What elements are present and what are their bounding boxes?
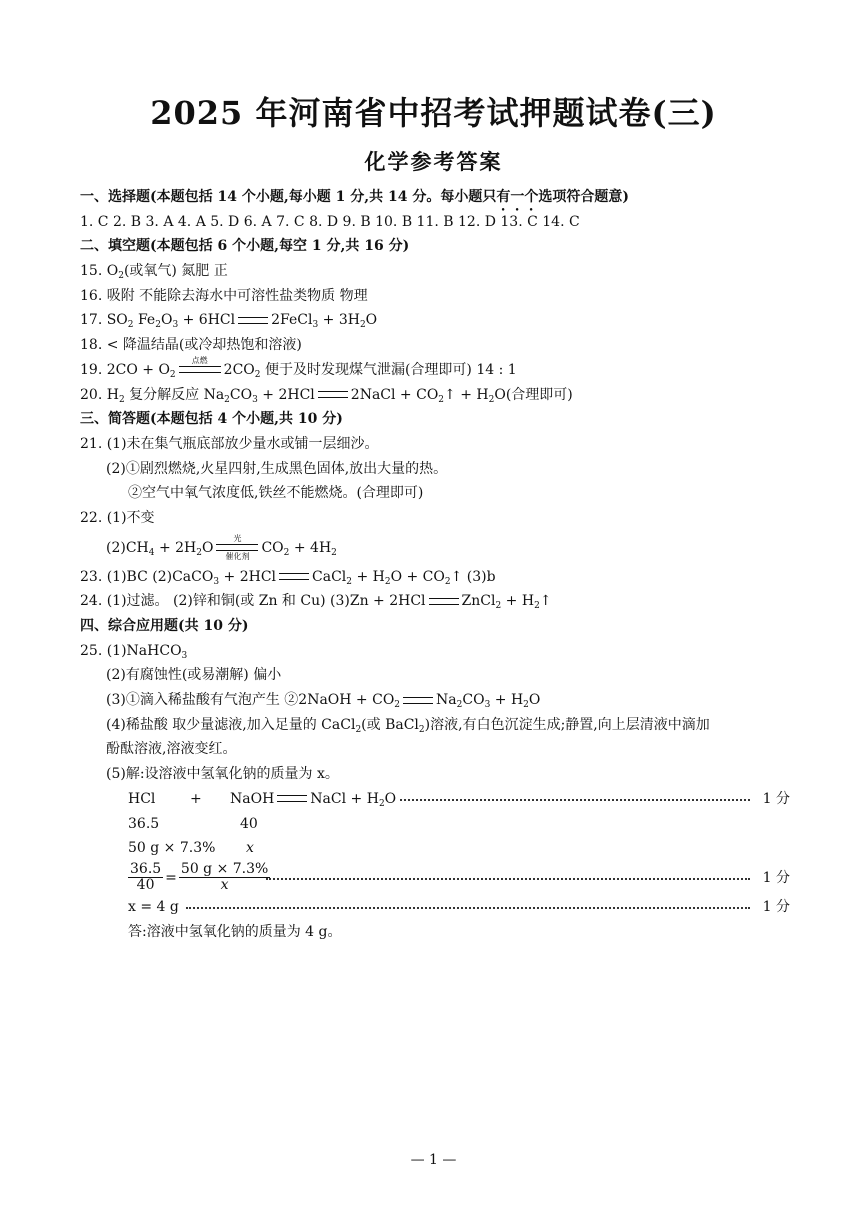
equals-sign [238, 317, 268, 324]
calc-result-row: x = 4 g 1 分 [80, 895, 790, 920]
calc-proportion-row: $\frac{36.5}{40}$ = $\frac{50 g \times 7.3\%}{x}$ 1 分 [130, 861, 790, 894]
reaction-condition: 光 催化剂 [216, 544, 258, 551]
dotted-leader [400, 799, 750, 801]
calc-answer-row: 答:溶液中氢氧化钠的质量为 4 g。 [128, 923, 342, 940]
equals-sign [277, 795, 307, 802]
equals-sign [429, 598, 459, 605]
score-label: 1 分 [762, 869, 790, 886]
answer-21-2a: (2)①剧烈燃烧,火星四射,生成黑色固体,放出大量的热。 [106, 460, 448, 477]
answer-25-3: (3)①滴入稀盐酸有气泡产生 ②2NaOH + $CO_2$ $Na_2CO_3 + H_2O$ [106, 692, 541, 711]
answer-16: 16. 吸附 不能除去海水中可溶性盐类物质 物理 [80, 287, 368, 304]
calc-equation-row: HCl + NaOH NaCl + $H_2O$ 1 分 [80, 787, 790, 812]
section-3-heading: 三、简答题(本题包括 4 个小题,共 10 分) [80, 411, 343, 428]
answer-24: 24. (1)过滤。 (2)锌和铜(或 Zn 和 Cu) (3)Zn + 2HCl ZnCl$_2$ + $H_2↑$ [80, 593, 552, 612]
dotted-leader [186, 907, 750, 909]
answer-25-5: (5)解:设溶液中氢氧化钠的质量为 x。 [106, 766, 339, 783]
answer-21-2b: ②空气中氧气浓度低,铁丝不能燃烧。(合理即可) [128, 485, 424, 502]
equals-sign [279, 573, 309, 580]
section-2-heading: 二、填空题(本题包括 6 个小题,每空 1 分,共 16 分) [80, 238, 410, 255]
page-title: 2025 年河南省中招考试押题试卷(三) [150, 94, 717, 132]
section-1-heading: 一、选择题(本题包括 14 个小题,每小题 1 分,共 14 分。每小题只有一个选项符合题意) [80, 189, 629, 205]
answer-15: 15. $O_2$(或氧气) 氮肥 正 [80, 263, 228, 282]
reaction-condition: 点燃 [179, 366, 221, 373]
fraction: $\frac{50 g \times 7.3\%}{x}$ [180, 861, 269, 894]
section-4-heading: 四、综合应用题(共 10 分) [80, 618, 249, 634]
answer-22-1: 22. (1)不变 [80, 509, 155, 526]
answer-25-1: 25. (1)NaHCO$_3$ [80, 642, 188, 661]
answer-25-4: (4)稀盐酸 取少量滤液,加入足量的 CaCl$_2$(或 BaCl$_2$)溶液,有白色沉淀生成;静置,向上层清液中滴加 [106, 716, 710, 735]
answer-25-4-cont: 酚酞溶液,溶液变红。 [106, 741, 237, 758]
equals-sign [318, 391, 348, 398]
answer-23: 23. (1)BC (2)CaCO$_3$ + 2HCl CaCl$_2$ + $H_2O$ + $CO_2↑$ (3)b [80, 568, 496, 587]
calc-mass-row: 36.5 40 [128, 815, 258, 832]
score-label: 1 分 [762, 898, 790, 915]
calc-value-row: 50 g × 7.3% x [128, 840, 254, 857]
answer-18: 18. < 降温结晶(或冷却热饱和溶液) [80, 337, 302, 354]
equals-sign [403, 697, 433, 704]
fraction: $\frac{36.5}{40}$ [130, 861, 162, 894]
page-number: — 1 — [410, 1152, 457, 1168]
answer-20: 20. $H_2$ 复分解反应 $Na_2CO_3 + 2HCl$ 2NaCl + $CO_2↑ + H_2O$(合理即可) [80, 386, 573, 405]
answer-19: 19. $2CO + O_2$ 点燃 $2CO_2$ 便于及时发现煤气泄漏(合理即可) 14 : 1 [80, 356, 517, 380]
answer-21-1: 21. (1)未在集气瓶底部放少量水或铺一层细沙。 [80, 435, 379, 452]
answer-content [80, 185, 790, 944]
page-subtitle: 化学参考答案 [364, 149, 503, 174]
answer-25-2: (2)有腐蚀性(或易潮解) 偏小 [106, 667, 282, 684]
answer-17: 17. $SO_2$ $Fe_2O_3 + 6HCl$ 2FeCl$_3$ + $3H_2O$ [80, 312, 378, 331]
score-label: 1 分 [762, 790, 790, 807]
choice-answers: 1. C 2. B 3. A 4. A 5. D 6. A 7. C 8. D 9. B 10. B 11. B 12. D 13. C 14. C [80, 213, 580, 230]
answer-22-2: $(2)CH_4 + 2H_2O$ 光 催化剂 $CO_2 + 4H_2$ [106, 534, 337, 562]
dotted-leader [266, 878, 750, 880]
